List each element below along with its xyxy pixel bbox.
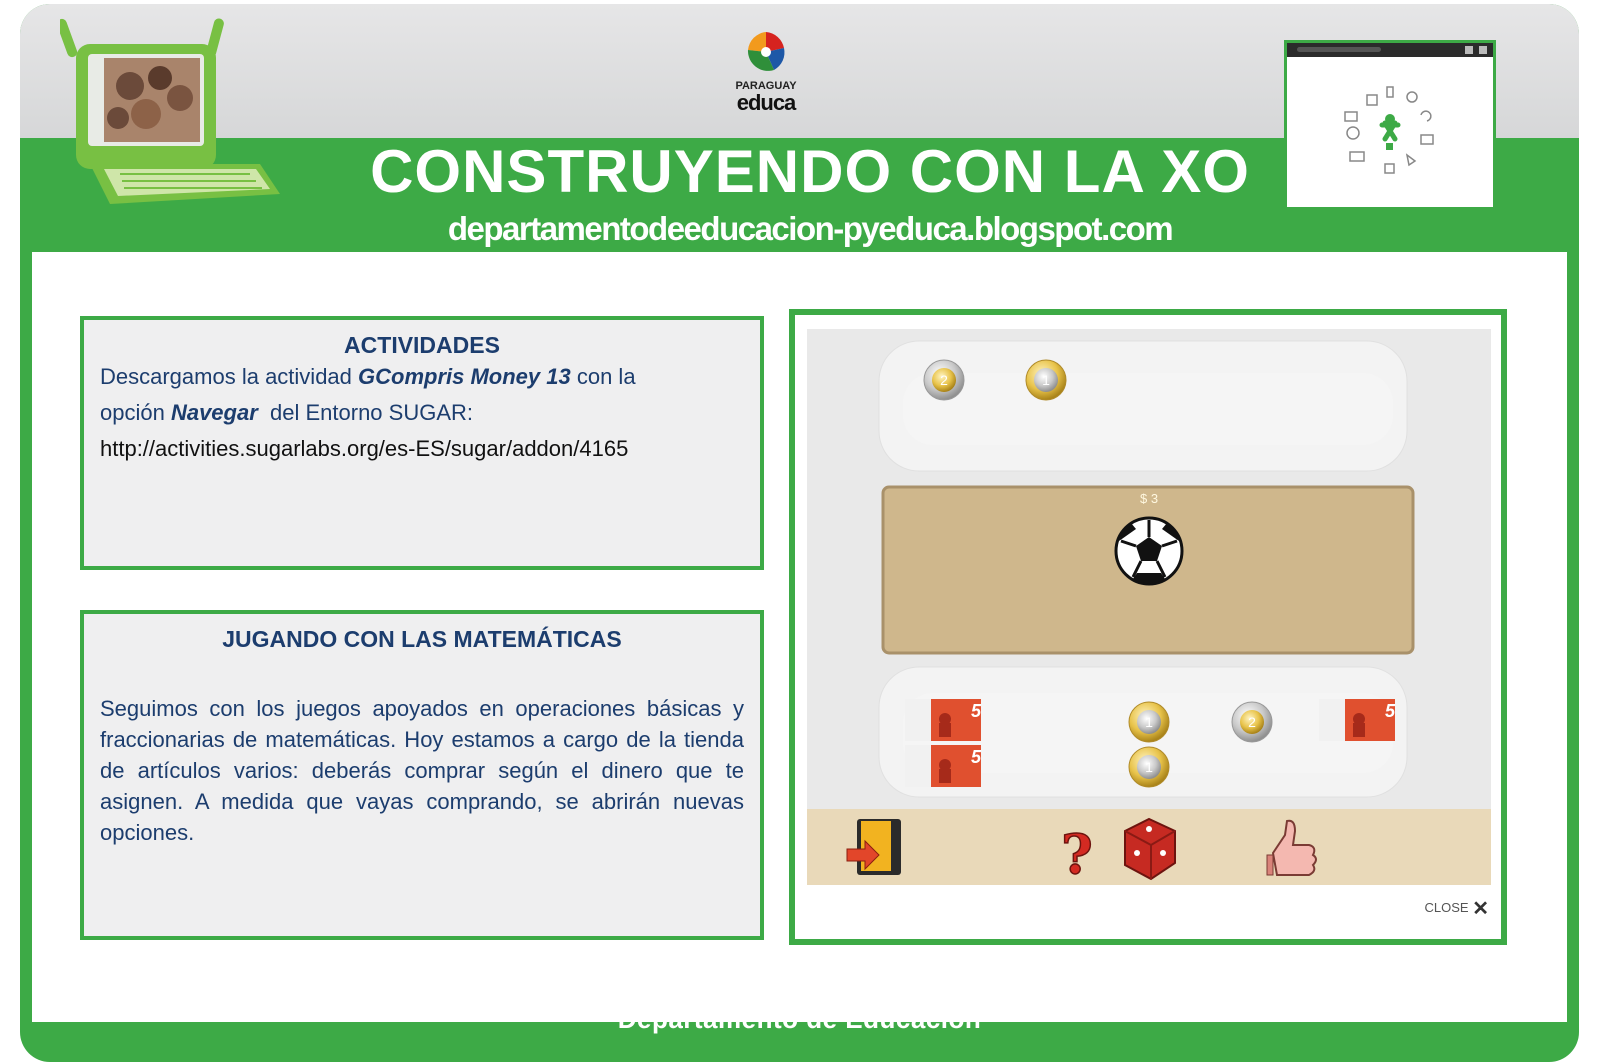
activities-title: ACTIVIDADES [344,332,500,358]
logo-word: educa [736,90,796,115]
view-icon [1465,46,1473,54]
sugar-desktop-thumbnail [1284,40,1496,210]
close-icon[interactable]: ✕ [1472,898,1489,920]
gcompris-money-screenshot [789,309,1507,945]
activities-line-2-pre: opción [100,400,171,425]
top-coin-1-label: 1 [1042,372,1050,388]
banknote-5-a[interactable] [905,699,982,741]
blog-url: departamentodeeducacion-pyeduca.blogspot.com [447,210,1173,247]
bottom-coin-2[interactable] [1232,702,1272,742]
top-coin-2-label: 2 [940,372,948,388]
sugar-top-bar [1287,43,1493,57]
page-title: CONSTRUYENDO CON LA XO [370,138,1250,205]
activity-download-link[interactable]: http://activities.sugarlabs.org/es-ES/sugar/addon/4165 [100,436,629,461]
note-c-value: 5 [1385,701,1396,721]
activities-line-1-pre: Descargamos la actividad [100,364,359,389]
bottom-coin-2-label: 2 [1248,714,1256,730]
svg-text:?: ? [1061,822,1093,886]
activities-line-1 [100,359,744,395]
help-icon[interactable] [1061,822,1093,886]
search-bar-shape [1297,47,1381,52]
soccer-ball-icon[interactable] [1116,518,1182,584]
footer-label: Departamento de Educación [617,1004,982,1034]
game-scene [795,315,1501,939]
item-price: $ 3 [1140,491,1159,506]
bottom-coin-1b-label: 1 [1145,759,1153,775]
list-icon [1479,46,1487,54]
note-b-value: 5 [971,747,982,767]
logo-country: PARAGUAY [735,80,797,92]
note-a-value: 5 [971,701,982,721]
activity-name: GCompris Money 13 [358,364,571,389]
activities-panel [80,316,764,570]
top-coin-1[interactable] [1026,360,1066,400]
xo-laptop-image [60,14,290,214]
math-panel [80,610,764,940]
top-coin-2[interactable] [924,360,964,400]
activities-line-1-post: con la [570,364,636,389]
math-text: Seguimos con los juegos apoyados en operaciones básicas y fraccionarias de matemáticas. Hoy estamos a cargo de la tienda de artículos varios: deberás comprar según el dinero que te asignen. A medida que vayas comprando, se abrirán nuevas opciones. [100,696,744,845]
banknote-5-c[interactable] [1319,699,1396,741]
close-button[interactable] [1425,896,1489,921]
bottom-coin-1a[interactable] [1129,702,1169,742]
top-tray-inner [903,373,1393,445]
banknote-5-b[interactable] [905,745,982,787]
bottom-coin-1b[interactable] [1129,747,1169,787]
logo-mark [718,26,814,82]
math-title: JUGANDO CON LAS MATEMÁTICAS [222,626,622,652]
close-label: CLOSE [1424,900,1469,915]
activities-line-2-post: del Entorno SUGAR: [257,400,474,425]
paraguay-educa-logo [718,26,814,118]
activity-ring [1287,57,1493,207]
activities-line-2 [100,395,744,431]
option-name: Navegar [170,400,258,425]
activities-text [84,359,760,467]
bottom-coin-1a-label: 1 [1145,714,1153,730]
